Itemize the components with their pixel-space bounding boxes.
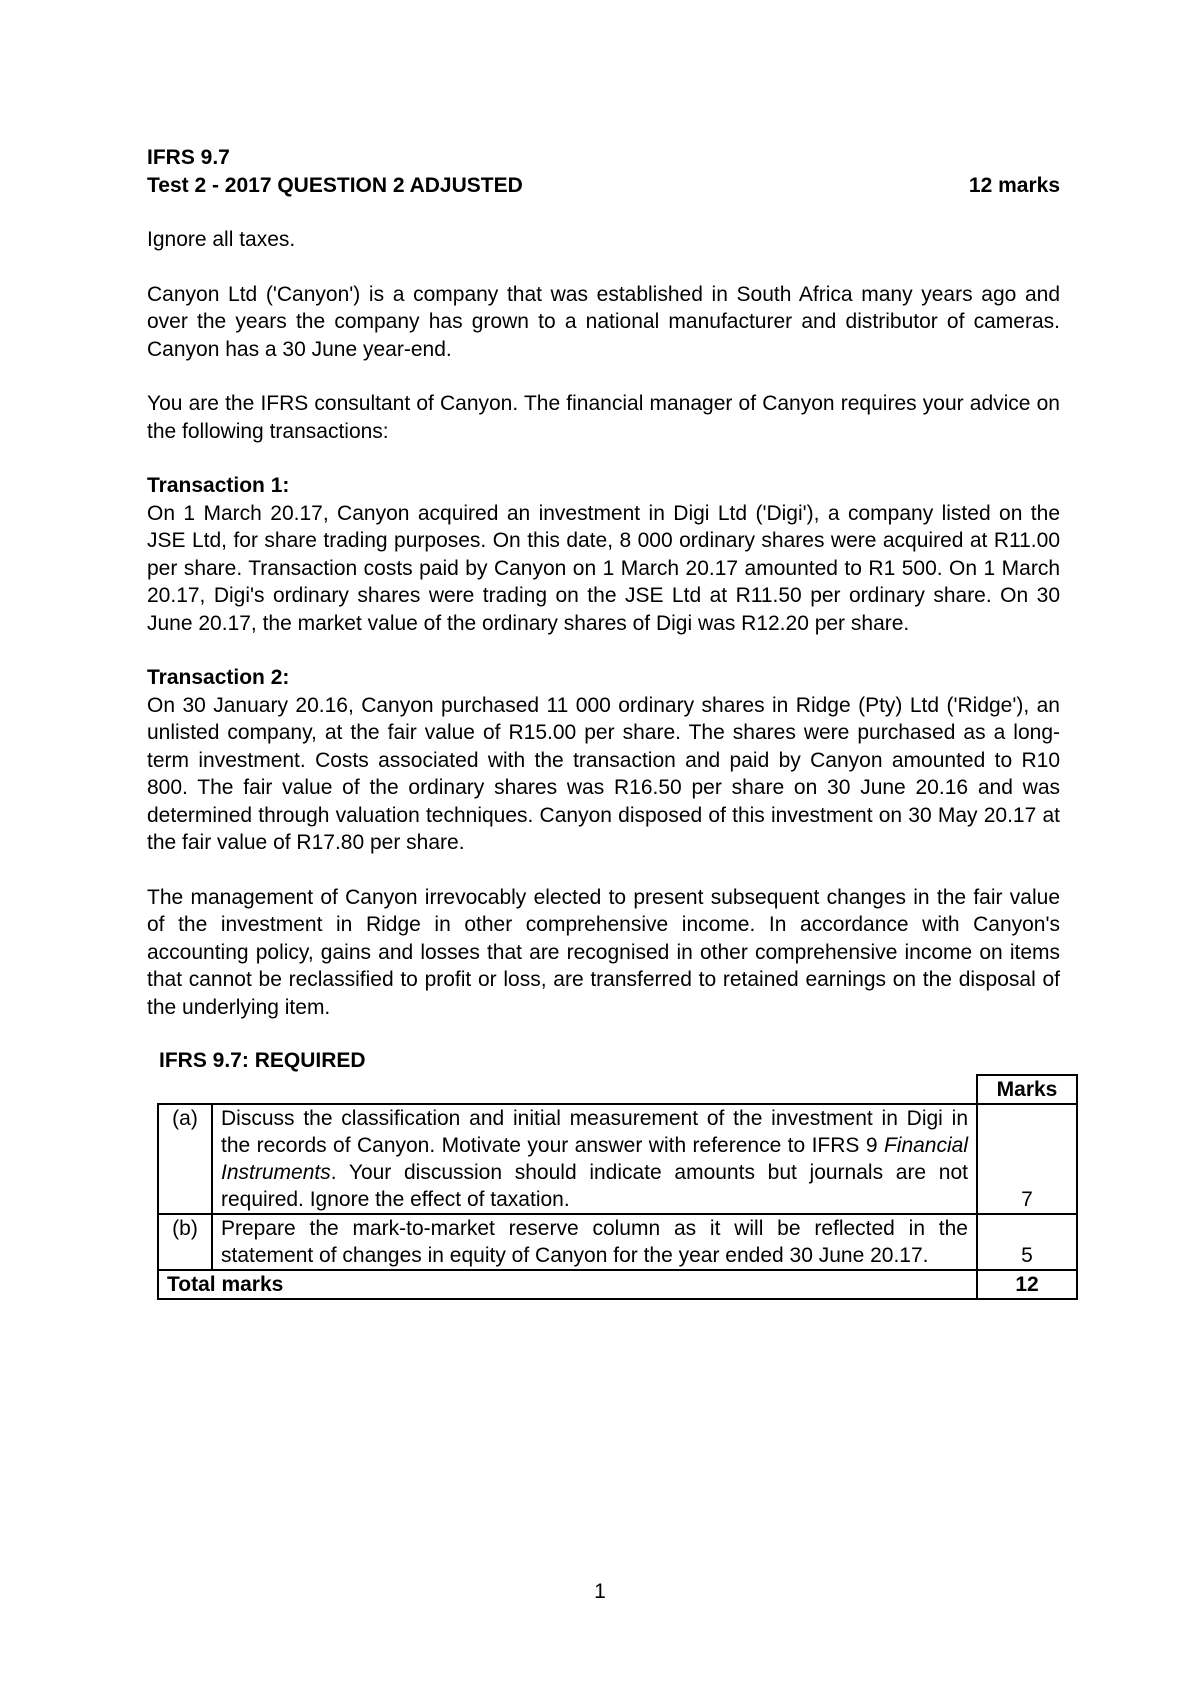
transaction-2-election-text: The management of Canyon irrevocably elected to present subsequent changes in the fair value of the investment in Ridge in other comprehensive income. In accordance with Canyon's accounting policy, gains and losses that are recognised in other comprehensive income on items that cannot be reclassified to profit or loss, are transferred to retained earnings on the disposal of the underlying item. xyxy=(147,885,1060,1019)
part-a-label: (a) xyxy=(158,1104,212,1214)
consultant-paragraph: You are the IFRS consultant of Canyon. The financial manager of Canyon requires your advice on the following transactions: xyxy=(147,392,1060,443)
required-table xyxy=(157,1074,1078,1300)
standard-name: Financial Instruments xyxy=(221,1134,968,1184)
page-number: 1 xyxy=(594,1580,606,1603)
transaction-2-heading: Transaction 2: xyxy=(147,666,290,689)
document-page xyxy=(147,144,1060,1300)
marks-header: Marks xyxy=(977,1075,1077,1104)
question-marks: 12 marks xyxy=(968,173,1060,197)
total-row xyxy=(158,1270,1077,1299)
part-a-text-end: . Your discussion should indicate amounts but journals are not required. Ignore the effect of taxation. xyxy=(221,1161,968,1211)
part-b-text: Prepare the mark-to-market reserve column as it will be reflected in the statement of changes in equity of Canyon for the year ended 30 June 20.17. xyxy=(212,1214,977,1270)
part-b-label: (b) xyxy=(158,1214,212,1270)
total-marks: 12 xyxy=(977,1270,1077,1299)
table-header-row xyxy=(158,1075,1077,1104)
instruction-paragraph: Ignore all taxes. xyxy=(147,228,296,251)
table-row xyxy=(158,1104,1077,1214)
required-title: IFRS 9.7: REQUIRED xyxy=(159,1049,366,1072)
part-a-text-start: Discuss the classification and initial measurement of the investment in Digi in the records of Canyon. Motivate your answer with reference to IFRS 9 xyxy=(221,1107,968,1157)
question-title: Test 2 - 2017 QUESTION 2 ADJUSTED xyxy=(147,173,523,197)
part-b-marks: 5 xyxy=(977,1214,1077,1270)
blank-header-cell xyxy=(158,1075,977,1104)
transaction-1-text: On 1 March 20.17, Canyon acquired an investment in Digi Ltd ('Digi'), a company listed on the JSE Ltd, for share trading purposes. On this date, 8 000 ordinary shares were acquired at R11.00 per share. Transaction costs paid by Canyon on 1 March 20.17 amounted to R1 500. On 1 March 20.17, Digi's ordinary shares were trading on the JSE Ltd at R11.50 per ordinary share. On 30 June 20.17, the market value of the ordinary shares of Digi was R12.20 per share. xyxy=(147,501,1060,635)
background-paragraph: Canyon Ltd ('Canyon') is a company that was established in South Africa many years ago and over the years the company has grown to a national manufacturer and distributor of cameras. Canyon has a 30 June year-end. xyxy=(147,282,1060,361)
part-a-marks: 7 xyxy=(977,1104,1077,1214)
part-a-text xyxy=(212,1104,977,1214)
question-code: IFRS 9.7 xyxy=(147,146,230,169)
question-header xyxy=(147,172,1060,200)
transaction-1-heading: Transaction 1: xyxy=(147,474,290,497)
transaction-2-text: On 30 January 20.16, Canyon purchased 11 000 ordinary shares in Ridge (Pty) Ltd ('Ridge'), an unlisted company, at the fair value of R15.00 per share. The shares were purchased as a long-term investment. Costs associated with the transaction and paid by Canyon amounted to R10 800. The fair value of the ordinary shares was R16.50 per share on 30 June 20.16 and was determined through valuation techniques. Canyon disposed of this investment on 30 May 20.17 at the fair value of R17.80 per share. xyxy=(147,693,1060,854)
table-row xyxy=(158,1214,1077,1270)
total-label: Total marks xyxy=(158,1270,977,1299)
